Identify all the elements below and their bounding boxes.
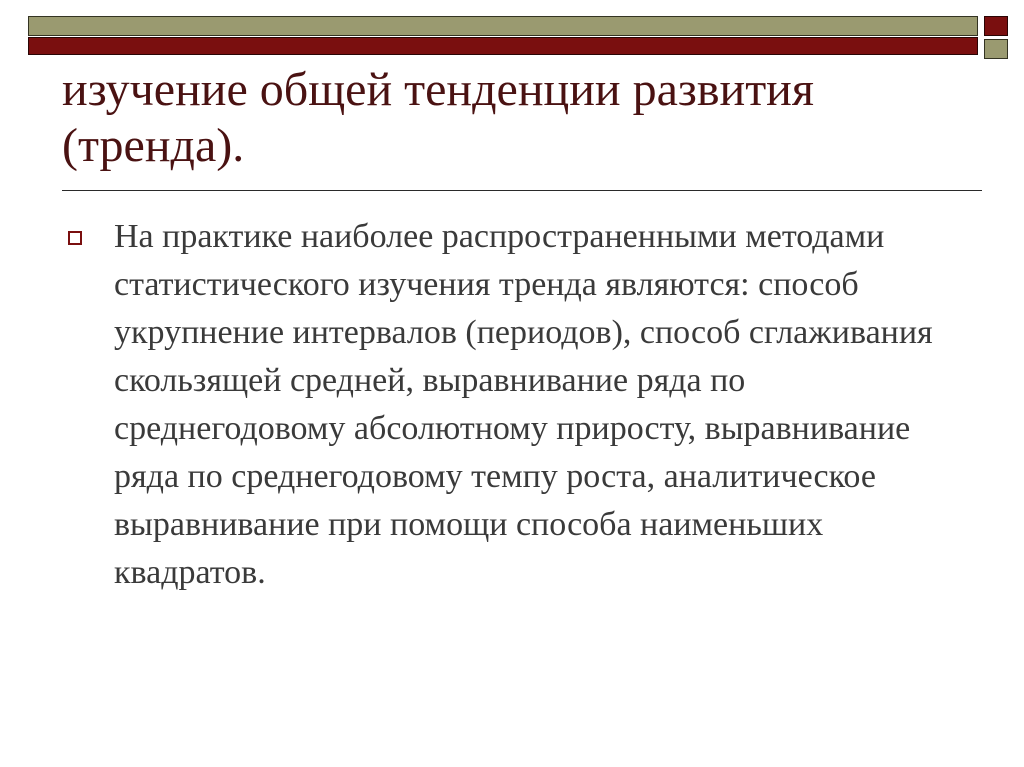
title-divider [62, 190, 982, 191]
top-band-red [28, 37, 978, 55]
top-band-olive [28, 16, 978, 36]
corner-square-olive [984, 39, 1008, 59]
corner-square-red [984, 16, 1008, 36]
bullet-text: На практике наиболее распространенными методами статистического изучения тренда являются: способ укрупнение интервалов (периодов), способ сглаживания скользящей средней, выравнивание ряда по среднегодовому абсолютному приросту, выравнивание ряда по среднегодовому темпу роста, аналитическое выравнивание при помощи способа наименьших квадратов. [114, 218, 933, 591]
slide-title: изучение общей тенденции развития (тренда). [62, 63, 814, 172]
square-bullet-icon [68, 231, 82, 245]
